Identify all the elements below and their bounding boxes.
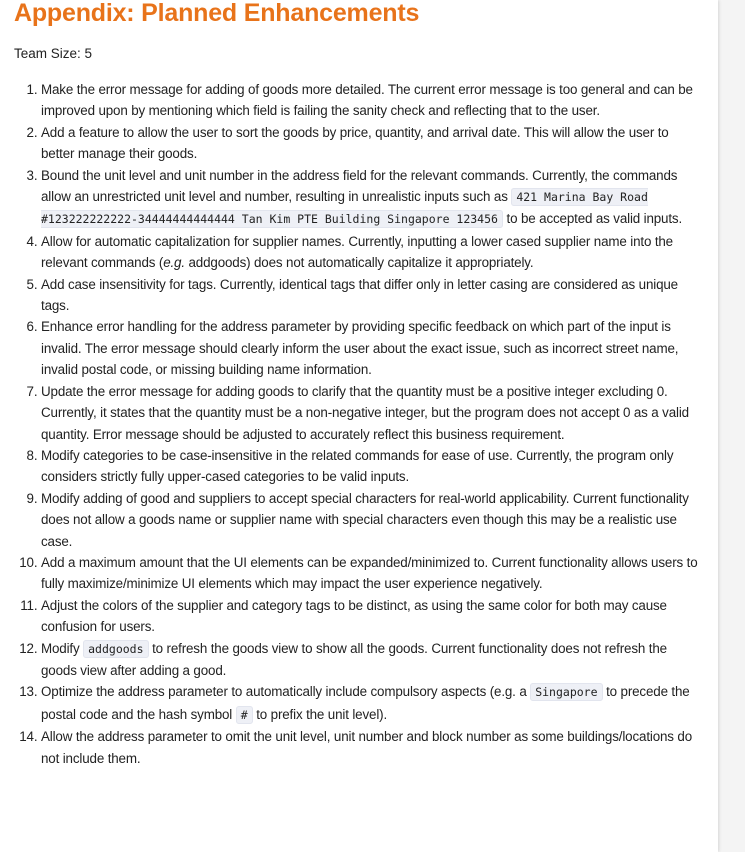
list-item bbox=[41, 595, 701, 638]
item-text: Make the error message for adding of goods more detailed. The current error message is too general and can be improved upon by mentioning which field is failing the sanity check and reflecting that to the user. bbox=[41, 82, 693, 119]
item-text: Modify adding of good and suppliers to accept special characters for real-world applicability. Current functionality does not allow a goods name or supplier name with special characters even though this may be a realistic use case. bbox=[41, 490, 689, 549]
team-size: Team Size: 5 bbox=[14, 46, 93, 61]
item-text: Enhance error handling for the address parameter by providing specific feedback on which part of the input is invalid. The error message should clearly inform the user about the exact issue, such as incorrect street name, invalid postal code, or missing building name information. bbox=[41, 319, 679, 378]
list-item bbox=[41, 445, 701, 488]
inline-code: 421 Marina Bay Road #123222222222-34444444444444 Tan Kim PTE Building Singapore 123456 bbox=[41, 190, 648, 227]
enhancements-list bbox=[0, 79, 701, 769]
list-item bbox=[41, 231, 701, 274]
inline-code: # bbox=[236, 706, 253, 724]
item-text: to refresh the goods view to show all the goods. Current functionality does not refresh the goods view after adding a good. bbox=[41, 640, 667, 678]
list-item bbox=[41, 79, 701, 122]
list-item bbox=[41, 381, 701, 445]
list-item bbox=[41, 681, 701, 726]
item-text: to be accepted as valid inputs. bbox=[502, 211, 683, 227]
item-text: to prefix the unit level). bbox=[252, 706, 388, 722]
list-item bbox=[41, 165, 701, 231]
inline-code: Singapore bbox=[530, 683, 602, 701]
list-item bbox=[41, 552, 701, 595]
list-item bbox=[41, 274, 701, 317]
list-item bbox=[41, 122, 701, 165]
item-text: Allow the address parameter to omit the unit level, unit number and block number as some buildings/locations do not include them. bbox=[41, 729, 693, 766]
page-title: Appendix: Planned Enhancements bbox=[14, 0, 420, 27]
list-item bbox=[41, 726, 701, 769]
item-text: Add a maximum amount that the UI elements can be expanded/minimized to. Current functionality allows users to fully maximize/minimize UI elements which may impact the user experience negatively. bbox=[41, 554, 698, 592]
list-item bbox=[41, 488, 701, 552]
item-text: Allow for automatic capitalization for supplier names. Currently, inputting a lower cased supplier name into the relevant commands ( bbox=[41, 233, 673, 271]
item-text: addgoods) does not automatically capitalize it appropriately. bbox=[184, 255, 534, 271]
list-item bbox=[41, 638, 701, 682]
item-text: Adjust the colors of the supplier and category tags to be distinct, as using the same color for both may cause confusion for users. bbox=[41, 597, 667, 635]
item-text: Add case insensitivity for tags. Currently, identical tags that differ only in letter casing are considered as unique tags. bbox=[41, 276, 678, 314]
list-item bbox=[41, 316, 701, 380]
item-text: Modify categories to be case-insensitive in the related commands for ease of use. Currently, the program only considers strictly fully upper-cased categories to be valid inputs. bbox=[41, 447, 674, 485]
item-text: Modify bbox=[41, 640, 84, 656]
item-text: to precede the postal code and the hash symbol bbox=[41, 684, 690, 722]
item-text: Update the error message for adding goods to clarify that the quantity must be a positive integer excluding 0. Currently, it states that the quantity must be a non-negative integer, but the program does not accept 0 as a valid quantity. Error message should be adjusted to accurately reflect this business requirement. bbox=[41, 383, 689, 442]
item-text: Add a feature to allow the user to sort the goods by price, quantity, and arrival date. This will allow the user to better manage their goods. bbox=[41, 124, 669, 162]
emphasis-text: e.g. bbox=[163, 255, 185, 271]
inline-code: addgoods bbox=[83, 640, 148, 658]
item-text: Optimize the address parameter to automatically include compulsory aspects (e.g. a bbox=[41, 684, 531, 700]
item-text: Bound the unit level and unit number in the address field for the relevant commands. Currently, the commands allow an unrestricted unit level and number, resulting in unrealistic inputs such as bbox=[41, 167, 678, 205]
